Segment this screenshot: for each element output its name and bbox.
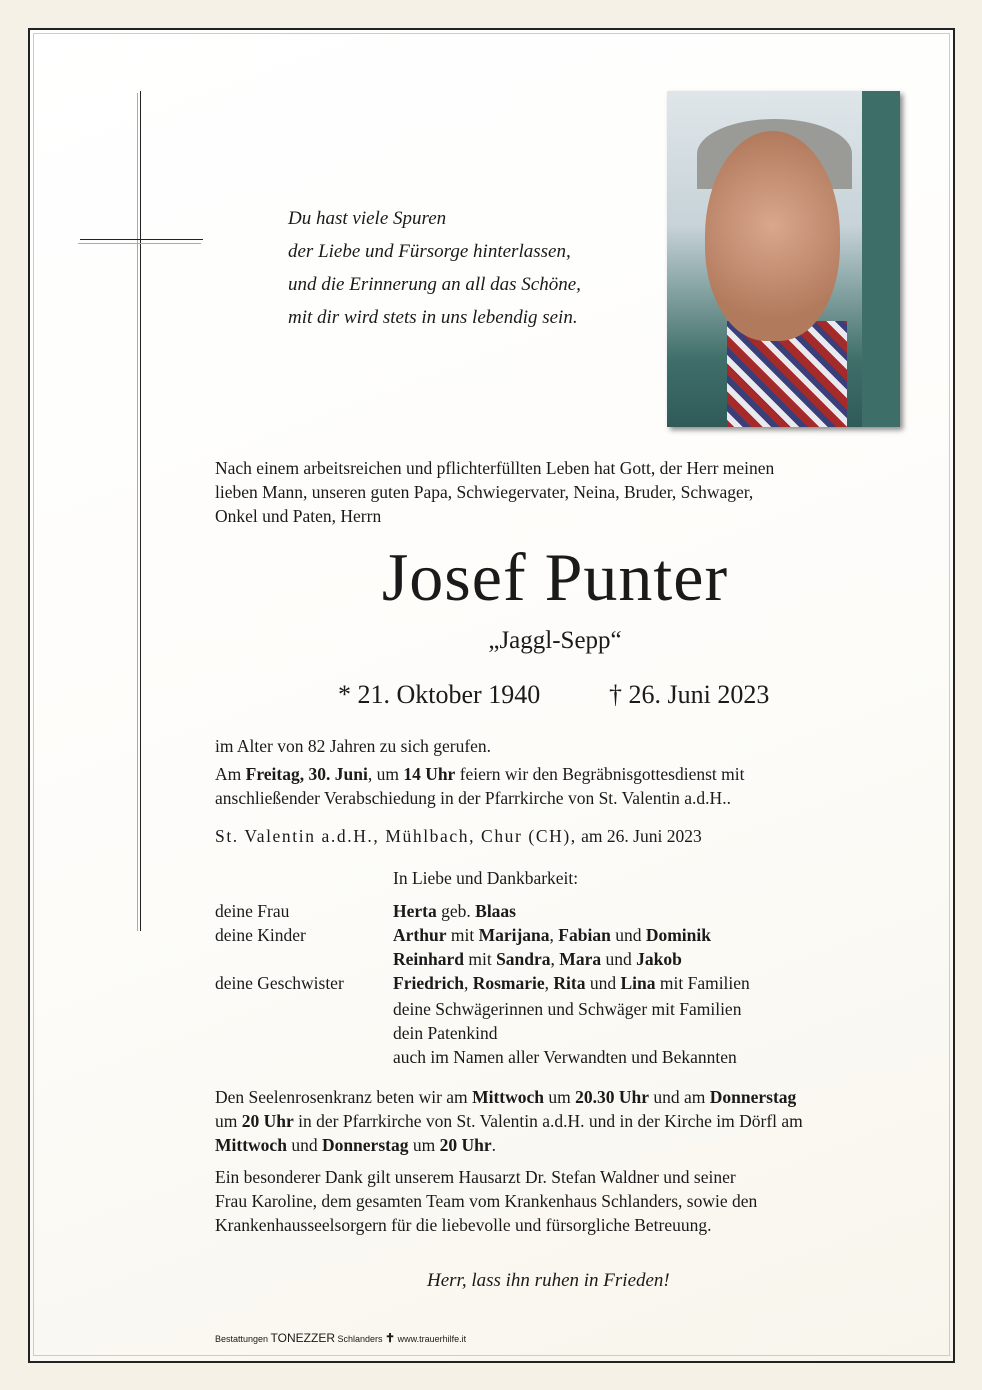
poem-line: und die Erinnerung an all das Schöne, xyxy=(288,274,581,295)
mourner-label: deine Kinder xyxy=(215,925,306,945)
poem-line: mit dir wird stets in uns lebendig sein. xyxy=(288,307,578,328)
funeral-info: Am Freitag, 30. Juni, um 14 Uhr feiern wir den Begräbnisgottesdienst mit anschließender Verabschiedung in der Pfarrkirche von St. Valentin a.d.H.. xyxy=(215,764,745,808)
mourner-kids: Reinhard mit Sandra, Mara und Jakob xyxy=(393,949,682,969)
nickname: „Jaggl-Sepp“ xyxy=(488,627,622,654)
intro-text: Nach einem arbeitsreichen und pflichterfüllten Leben hat Gott, der Herr meinen lieben Mann, unseren guten Papa, Schwiegervater, Neina, Bruder, Schwager, Onkel und Paten, Herrn xyxy=(215,458,775,526)
rosary-info: Den Seelenrosenkranz beten wir am Mittwoch um 20.30 Uhr und am Donnerstag um 20 Uhr in der Pfarrkirche von St. Valentin a.d.H. und in der Kirche im Dörfl am Mittwoch und Donnerstag um 20 Uhr. xyxy=(215,1087,803,1155)
thanks-text: Ein besonderer Dank gilt unserem Hausarzt Dr. Stefan Waldner und seiner Frau Karoline, dem gesamten Team vom Krankenhaus Schlanders, sowie den Krankenhausseelsorgern für die liebevolle und fürsorgliche Betreuung. xyxy=(215,1167,758,1235)
trauerhilfe-logo-icon: ✝ xyxy=(385,1331,396,1345)
death-date: † 26. Juni 2023 xyxy=(609,680,770,709)
poem-line: Du hast viele Spuren xyxy=(288,208,447,229)
poem xyxy=(288,202,581,334)
birth-date: * 21. Oktober 1940 xyxy=(338,680,541,709)
mourner-wife: Herta geb. Blaas xyxy=(393,901,516,921)
mourner-label: deine Frau xyxy=(215,901,290,921)
age-line: im Alter von 82 Jahren zu sich gerufen. xyxy=(215,736,492,756)
website-link[interactable]: www.trauerhilfe.it xyxy=(397,1334,467,1344)
mourner-label: deine Geschwister xyxy=(215,973,344,993)
footer: Bestattungen TONEZZER Schlanders ✝ www.trauerhilfe.it xyxy=(215,1331,467,1345)
closing-intro: In Liebe und Dankbarkeit: xyxy=(393,868,579,888)
closing-prayer: Herr, lass ihn ruhen in Frieden! xyxy=(427,1270,670,1291)
mourner-kids: Arthur mit Marijana, Fabian und Dominik xyxy=(393,925,711,945)
mourner-siblings: Friedrich, Rosmarie, Rita und Lina mit Familien xyxy=(393,973,750,993)
mourner-others: deine Schwägerinnen und Schwäger mit Familien dein Patenkind auch im Namen aller Verwandten und Bekannten xyxy=(393,999,742,1067)
funeral-home-logo: TONEZZER xyxy=(270,1331,335,1345)
poem-line: der Liebe und Fürsorge hinterlassen, xyxy=(288,241,571,262)
place-date: St. Valentin a.d.H., Mühlbach, Chur (CH), am 26. Juni 2023 xyxy=(215,826,702,846)
portrait-photo xyxy=(667,91,900,427)
deceased-name: Josef Punter xyxy=(381,539,729,615)
